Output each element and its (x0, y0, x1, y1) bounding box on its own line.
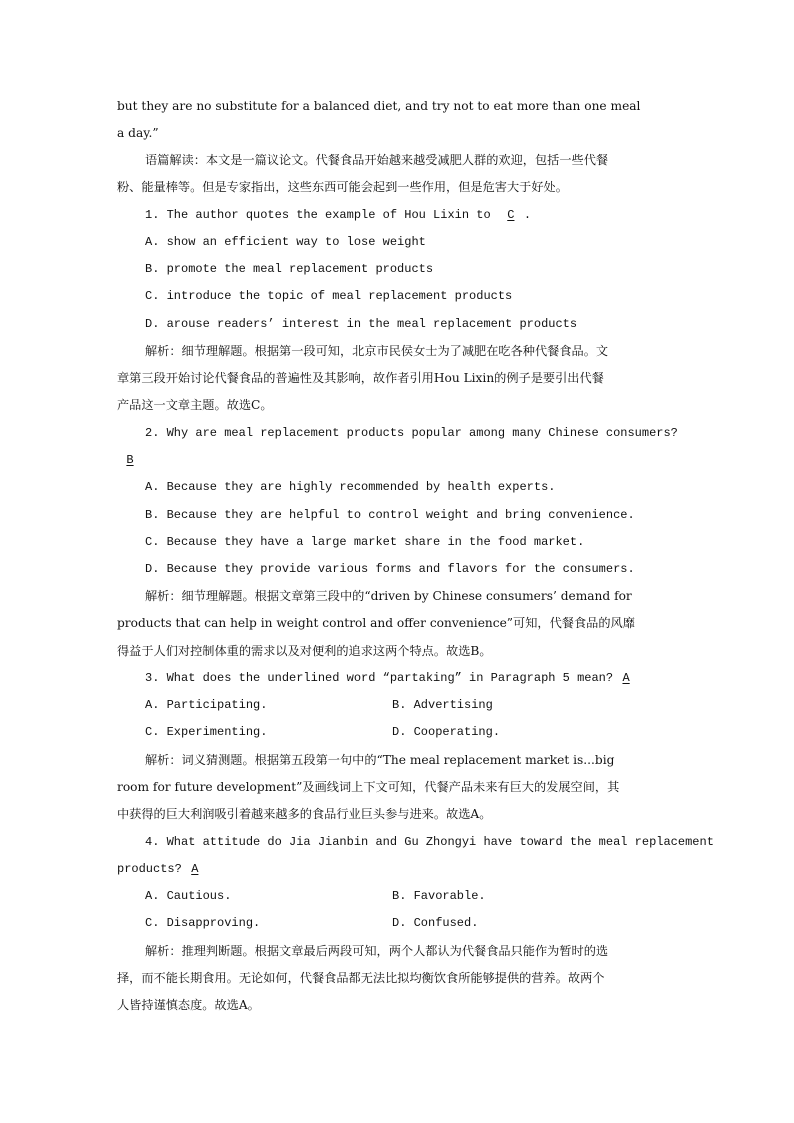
analysis-line: 中获得的巨大利润吸引着越来越多的食品行业巨头参与进来。故选A。 (117, 807, 492, 821)
option: B. Because they are helpful to control weight and bring convenience. (145, 508, 635, 522)
analysis-line: 章第三段开始讨论代餐食品的普遍性及其影响，故作者引用Hou Lixin的例子是要引出代餐 (117, 371, 604, 385)
question-4-stem-cont (117, 861, 208, 877)
option: B. Favorable. (392, 889, 486, 903)
option: C. Because they have a large market share in the food market. (145, 535, 585, 549)
question-1-stem (145, 207, 531, 223)
question-stem-text: products? (117, 862, 182, 876)
option: C. introduce the topic of meal replacement products (145, 289, 513, 303)
question-3-stem (145, 670, 639, 686)
option: C. Disapproving. (145, 916, 261, 930)
option: A. Participating. (145, 698, 268, 712)
question-2-stem: 2. Why are meal replacement products popular among many Chinese consumers? (145, 426, 678, 440)
analysis-line: 解析：细节理解题。根据第一段可知，北京市民侯女士为了减肥在吃各种代餐食品。文 (145, 344, 609, 358)
question-4-stem: 4. What attitude do Jia Jianbin and Gu Zhongyi have toward the meal replacement (145, 835, 714, 849)
analysis-line: 人皆持谨慎态度。故选A。 (117, 998, 260, 1012)
intro-line: but they are no substitute for a balanced diet, and try not to eat more than one meal (117, 99, 641, 113)
answer-blank: C (507, 208, 515, 222)
question-stem-text: 3. What does the underlined word “partaking” in Paragraph 5 mean? (145, 671, 614, 685)
answer-blank: B (126, 453, 134, 467)
analysis-line: 得益于人们对控制体重的需求以及对便利的追求这两个特点。故选B。 (117, 644, 492, 658)
analysis-line: products that can help in weight control and offer convenience”可知，代餐食品的风靡 (117, 616, 635, 630)
analysis-line: 择，而不能长期食用。无论如何，代餐食品都无法比拟均衡饮食所能够提供的营养。故两个 (117, 971, 605, 985)
analysis-line: 解析：推理判断题。根据文章最后两段可知，两个人都认为代餐食品只能作为暂时的选 (145, 944, 609, 958)
option: A. Because they are highly recommended by health experts. (145, 480, 556, 494)
option: D. Cooperating. (392, 725, 501, 739)
option: B. Advertising (392, 698, 493, 712)
option: A. show an efficient way to lose weight (145, 235, 426, 249)
answer-line (117, 452, 143, 468)
answer-blank: A (191, 862, 199, 876)
question-end: . (523, 208, 532, 222)
option: D. arouse readers’ interest in the meal replacement products (145, 317, 578, 331)
option: A. Cautious. (145, 889, 232, 903)
question-stem-text: 1. The author quotes the example of Hou Lixin to (145, 208, 491, 222)
answer-blank: A (622, 671, 630, 685)
option: D. Confused. (392, 916, 479, 930)
intro-line: a day.” (117, 126, 159, 140)
summary-line: 粉、能量棒等。但是专家指出，这些东西可能会起到一些作用，但是危害大于好处。 (117, 180, 568, 194)
option: B. promote the meal replacement products (145, 262, 434, 276)
analysis-line: 解析：词义猜测题。根据第五段第一句中的“The meal replacement market is...big (145, 753, 615, 767)
analysis-line: room for future development”及画线词上下文可知，代餐产品未来有巨大的发展空间，其 (117, 780, 620, 794)
option: C. Experimenting. (145, 725, 268, 739)
summary-line: 语篇解读：本文是一篇议论文。代餐食品开始越来越受减肥人群的欢迎，包括一些代餐 (145, 153, 609, 167)
analysis-line: 解析：细节理解题。根据文章第三段中的“driven by Chinese consumers’ demand for (145, 589, 632, 603)
option: D. Because they provide various forms and flavors for the consumers. (145, 562, 635, 576)
analysis-line: 产品这一文章主题。故选C。 (117, 398, 273, 412)
